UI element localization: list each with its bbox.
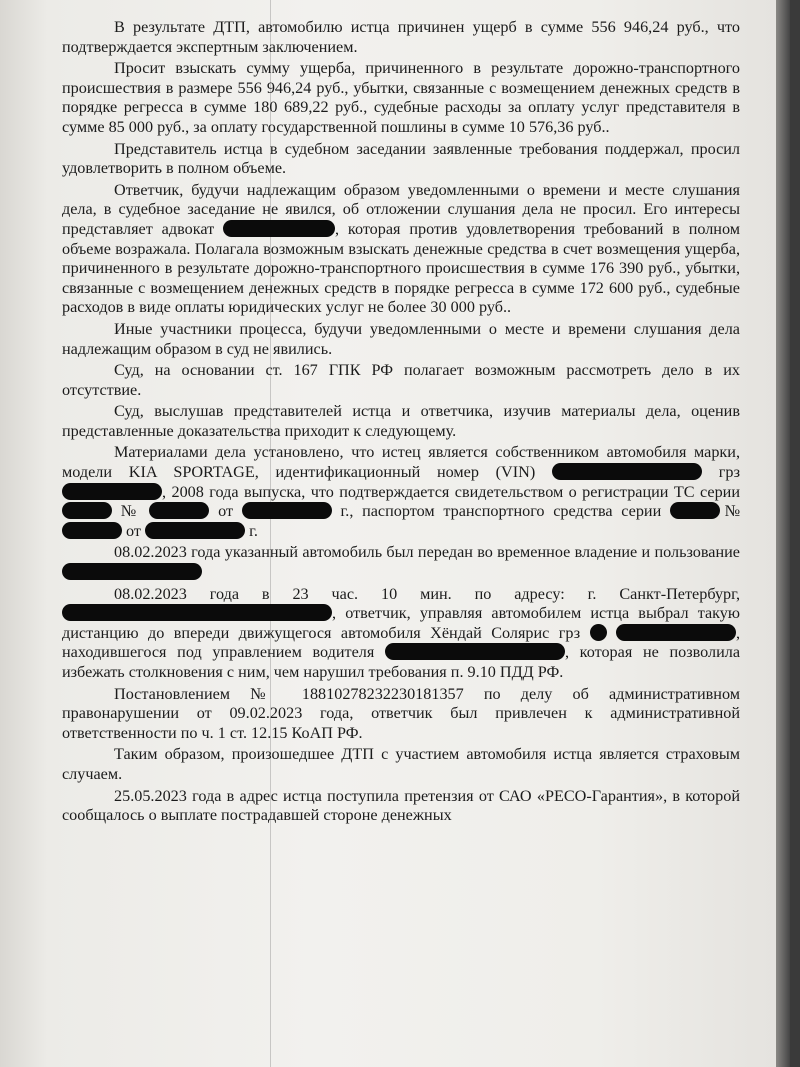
paragraph-claim-reso: 25.05.2023 года в адрес истца поступила претензия от САО «РЕСО-Гарантия», в которой сообщалось о выплате пострадавшей стороне денежных [62, 786, 740, 825]
redaction-block [670, 502, 720, 519]
text-segment: , 2008 года выпуска, что подтверждается свидетельством о регистрации ТС серии [162, 482, 740, 501]
text-segment: Ответчик, будучи надлежащим образом уведомленными о времени и месте слушания дела, в судебное заседание не явился, об отложении слушания дела не просил. Его интересы представляет адвокат [62, 180, 740, 238]
redaction-block [242, 502, 332, 519]
text-segment: 08.02.2023 года в 23 час. 10 мин. по адресу: г. Санкт-Петербург, [114, 584, 740, 603]
document-body [62, 18, 740, 826]
redaction-block [149, 502, 209, 519]
text-segment: , которая против удовлетворения требований в полном объеме возражала. Полагала возможным взыскать денежные средства в счет возмещения ущерба, причиненного в результате дорожно-транспортного происшествия в сумме 176 390 руб., убытки, связанные с возмещением денежных средств в порядке регресса в сумме 172 600 руб., судебные расходов в виде оплаты юридических услуг не более 30 000 руб.. [62, 219, 741, 317]
paragraph-insured-event: Таким образом, произошедшее ДТП с участием автомобиля истца является страховым случаем. [62, 745, 740, 783]
redaction-block [616, 624, 736, 641]
redaction-block [385, 643, 565, 660]
text-segment: , которая не позволила избежать столкновения с ним, чем нарушил требования п. 9.10 ПДД РФ. [62, 643, 741, 681]
text-segment: от [126, 521, 142, 540]
paragraph-other-participants: Иные участники процесса, будучи уведомленными о месте и времени слушания дела надлежащим образом в суд не явились. [62, 319, 740, 358]
redaction-block [223, 220, 335, 237]
paragraph-transfer [62, 543, 740, 582]
redaction-block [62, 563, 202, 580]
paragraph-resolution: Постановлением № 18810278232230181357 по делу об административном правонарушении от 09.02.2023 года, ответчик был привлечен к административной ответственности по ч. 1 ст. 12.15 КоАП РФ. [62, 684, 740, 742]
text-segment: г. [249, 521, 258, 540]
text-segment: г., паспортом транспортного средства серии [340, 502, 662, 521]
text-segment: № [719, 502, 741, 521]
paragraph-article-167: Суд, на основании ст. 167 ГПК РФ полагает возможным рассмотреть дело в их отсутствие. [62, 361, 740, 399]
paragraph-plaintiff-rep: Представитель истца в судебном заседании заявленные требования поддержал, просил удовлетворить в полном объеме. [62, 139, 740, 178]
text-segment: грз [718, 463, 741, 482]
text-segment: , находившегося под управлением водителя [62, 623, 740, 662]
background-edge [776, 0, 790, 1067]
paragraph-vehicle [62, 443, 740, 541]
text-segment: № [120, 502, 141, 521]
redaction-block [145, 522, 245, 539]
redaction-block [62, 522, 122, 539]
text-segment: , ответчик, управляя автомобилем истца выбрал такую дистанцию до впереди движущегося автомобиля Хёндай Солярис грз [62, 604, 740, 642]
redaction-block [62, 604, 332, 621]
paragraph-accident [62, 585, 740, 683]
redaction-block [590, 624, 607, 641]
paragraph-court-findings: Суд, выслушав представителей истца и ответчика, изучив материалы дела, оценив представленные доказательства приходит к следующему. [62, 402, 740, 440]
redaction-block [62, 502, 112, 519]
text-segment: от [218, 502, 234, 521]
paragraph-claim: Просит взыскать сумму ущерба, причиненного в результате дорожно-транспортного происшествия в размере 556 946,24 руб., убытки, связанные с возмещением денежных средств в порядке регресса в сумме 180 689,22 руб., судебные расходы за оплату услуг представителя в сумме 85 000 руб., за оплату государственной пошлины в сумме 10 576,36 руб.. [62, 59, 740, 136]
text-segment: Материалами дела установлено, что истец является собственником автомобиля марки, модели KIA SPORTAGE, идентификационный номер (VIN) [62, 443, 740, 482]
text-segment: 08.02.2023 года указанный автомобиль был передан во временное владение и пользование [114, 543, 740, 562]
redaction-block [552, 463, 702, 480]
paragraph-damage: В результате ДТП, автомобилю истца причинен ущерб в сумме 556 946,24 руб., что подтверждается экспертным заключением. [62, 18, 740, 56]
paragraph-defendant [62, 181, 740, 318]
redaction-block [62, 483, 162, 500]
